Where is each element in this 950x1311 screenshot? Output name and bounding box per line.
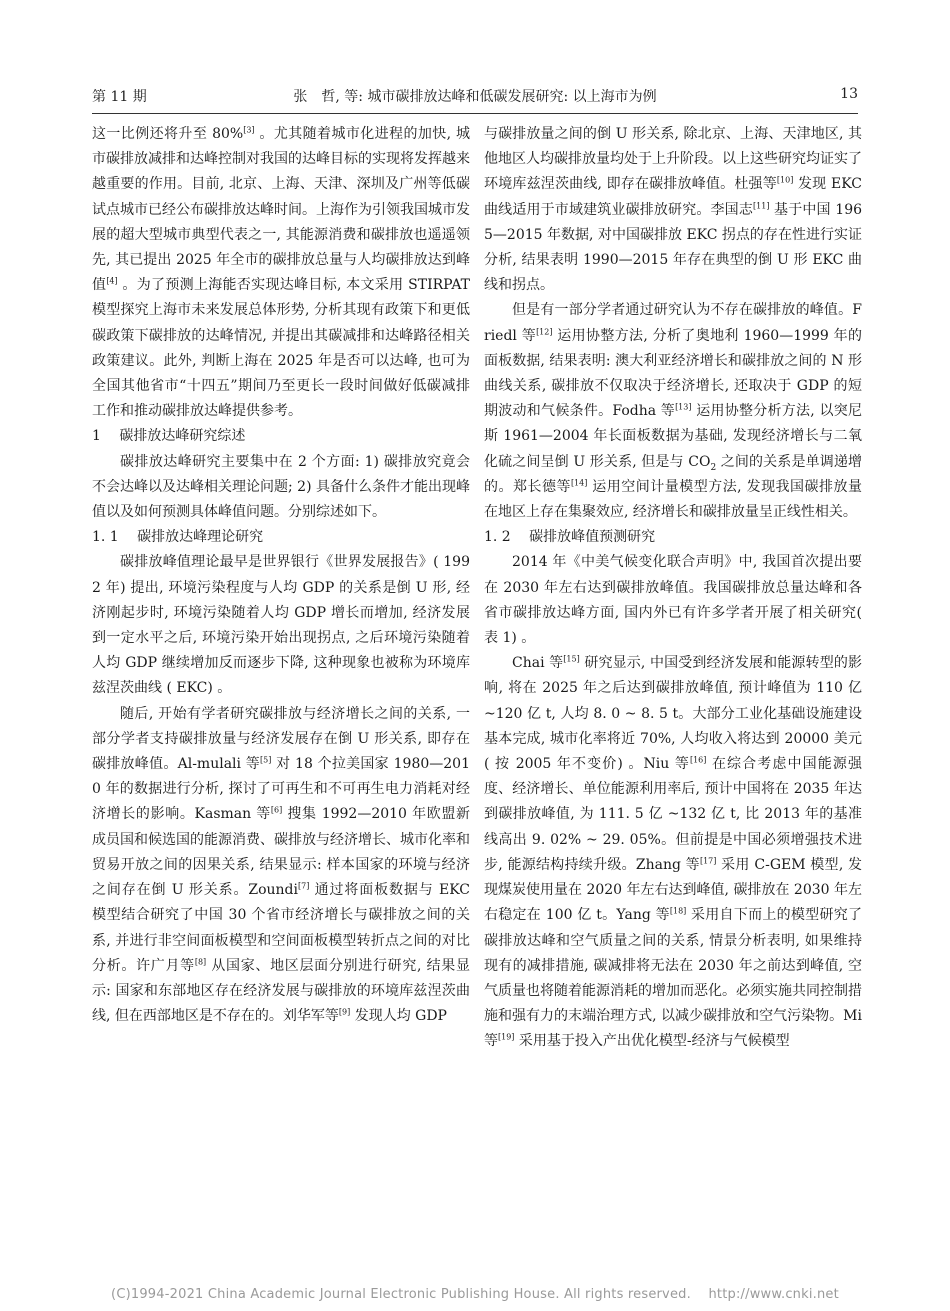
paragraph-section-overview: 碳排放达峰研究主要集中在 2 个方面: 1) 碳排放究竟会不会达峰以及达峰相关理论问题; 2) 具备什么条件才能出现峰值以及如何预测具体峰值问题。分别综述如下。	[92, 453, 470, 521]
citation-ref[interactable]: [17]	[699, 856, 717, 866]
co2-subscript: 2	[710, 462, 717, 473]
copyright-footer: (C)1994-2021 China Academic Journal Electronic Publishing House. All rights reserved. http://www.cnki.net	[111, 1287, 839, 1302]
right-column	[484, 122, 862, 1055]
paragraph-peak-forecasts: Chai 等[15] 研究显示, 中国受到经济发展和能源转型的影响, 将在 2025 年之后达到碳排放峰值, 预计峰值为 110 亿 ~120 亿 t, 人均 8. 0 ~ 8. 5 t。大部分工业化基础设施建设基本完成, 城市化率将近 70%, 人均收入将达到 20000 美元( 按 2005 年不变价) 。Niu 等[16] 在综合考虑中国能源强度、经济增长、单位能源利用率后, 预计中国将在 2035 年达到碳排放峰值, 为 111. 5 亿 ~132 亿 t, 比 2013 年的基准线高出 9. 02% ~ 29. 05%。但前提是中国必须增强技术进步, 能源结构持续升级。Zhang 等[17] 采用 C-GEM 模型, 发现煤炭使用量在 2020 年左右达到峰值, 碳排放在 2030 年左右稳定在 100 亿 t。Yang 等[18] 采用自下而上的模型研究了碳排放达峰和空气质量之间的关系, 情景分析表明, 如果维持现有的减排措施, 碳减排将无法在 2030 年之前达到峰值, 空气质量也将随着能源消耗的增加而恶化。必须实施共同控制措施和强有力的末端治理方式, 以减少碳排放和空气污染物。Mi 等[19] 采用基于投入产出优化模型-经济与气候模型	[484, 654, 863, 1050]
citation-ref[interactable]: [5]	[260, 755, 272, 765]
citation-ref[interactable]: [16]	[689, 755, 707, 765]
header-rule	[92, 113, 858, 114]
running-header	[92, 86, 858, 112]
page-number: 13	[840, 86, 858, 102]
citation-ref[interactable]: [15]	[563, 654, 580, 664]
issue-number: 第 11 期	[92, 89, 147, 105]
paragraph-ekc-evidence: 与碳排放量之间的倒 U 形关系, 除北京、上海、天津地区, 其他地区人均碳排放量均处于上升阶段。以上这些研究均证实了环境库兹涅茨曲线, 即存在碳排放峰值。杜强等[10] 发现 EKC 曲线适用于市域建筑业碳排放研究。李国志[11] 基于中国 1965—2015 年数据, 对中国碳排放 EKC 拐点的存在性进行实证分析, 结果表明 1990—2015 年存在典型的倒 U 形 EKC 曲线和拐点。	[484, 126, 863, 294]
citation-ref[interactable]: [12]	[536, 326, 553, 336]
citation-ref[interactable]: [14]	[570, 478, 588, 488]
left-column	[92, 122, 470, 1029]
subsection-heading-1-1: 1. 1 碳排放达峰理论研究	[92, 529, 264, 546]
citation-ref[interactable]: [13]	[675, 402, 692, 412]
citation-ref[interactable]: [7]	[297, 881, 310, 891]
citation-ref[interactable]: [10]	[776, 175, 794, 185]
paragraph-counter-evidence: 但是有一部分学者通过研究认为不存在碳排放的峰值。Friedl 等[12] 运用协整方法, 分析了奥地利 1960—1999 年的面板数据, 结果表明: 澳大利亚经济增长和碳排放之间的 N 形曲线关系, 碳排放不仅取决于经济增长, 还取决于 GDP 的短期波动和气候条件。Fodha 等[13] 运用协整分析方法, 以突尼斯 1961—2004 年长面板数据为基础, 发现经济增长与二氧化硫之间呈倒 U 形关系, 但是与 $CO_2$ 之间的关系是单调递增的。郑长德等[14] 运用空间计量模型方法, 发现我国碳排放量在地区上存在集聚效应, 经济增长和碳排放量呈正线性相关。	[484, 302, 862, 521]
paragraph-literature-review: 随后, 开始有学者研究碳排放与经济增长之间的关系, 一部分学者支持碳排放量与经济发展存在倒 U 形关系, 即存在碳排放峰值。Al-mulali 等[5] 对 18 个拉美国家 1980—2010 年的数据进行分析, 探讨了可再生和不可再生电力消耗对经济增长的影响。Kasman 等[6] 搜集 1992—2010 年欧盟新成员国和候选国的能源消费、碳排放与经济增长、城市化率和贸易开放之间的因果关系, 结果显示: 样本国家的环境与经济之间存在倒 U 形关系。Zoundi[7] 通过将面板数据与 EKC 模型结合研究了中国 30 个省市经济增长与碳排放之间的关系, 并进行非空间面板模型和空间面板模型转折点之间的对比分析。许广月等[8] 从国家、地区层面分别进行研究, 结果显示: 国家和东部地区存在经济发展与碳排放的环境库兹涅茨曲线, 但在西部地区是不存在的。刘华军等[9] 发现人均 GDP	[92, 705, 471, 1025]
paragraph-intro-continued: 这一比例还将升至 80%[3] 。尤其随着城市化进程的加快, 城市碳排放减排和达峰控制对我国的达峰目标的实现将发挥越来越重要的作用。目前, 北京、上海、天津、深圳及广州等低碳试点城市已经公布碳排放达峰时间。上海作为引领我国城市发展的超大型城市典型代表之一, 其能源消费和碳排放也遥遥领先, 其已提出 2025 年全市的碳排放总量与人均碳排放达到峰值[4] 。为了预测上海能否实现达峰目标, 本文采用 STIRPAT 模型探究上海市未来发展总体形势, 分析其现有政策下和更低碳政策下碳排放的达峰情况, 并提出其碳减排和达峰路径相关政策建议。此外, 判断上海在 2025 年是否可以达峰, 也可为全国其他省市“十四五”期间乃至更长一段时间做好低碳减排工作和推动碳排放达峰提供参考。	[92, 125, 470, 420]
running-title: 张 哲, 等: 城市碳排放达峰和低碳发展研究: 以上海市为例	[293, 89, 657, 105]
citation-ref[interactable]: [18]	[669, 906, 687, 916]
section-heading-1: 1 碳排放达峰研究综述	[92, 428, 246, 445]
paragraph-peak-statement: 2014 年《中美气候变化联合声明》中, 我国首次提出要在 2030 年左右达到碳排放峰值。我国碳排放总量达峰和各省市碳排放达峰方面, 国内外已有许多学者开展了相关研究( 表 1) 。	[484, 554, 862, 647]
citation-ref[interactable]: [4]	[106, 276, 118, 286]
citation-ref[interactable]: [19]	[498, 1032, 515, 1042]
citation-ref[interactable]: [6]	[270, 805, 283, 815]
paragraph-ekc-theory: 碳排放峰值理论最早是世界银行《世界发展报告》( 1992 年) 提出, 环境污染程度与人均 GDP 的关系是倒 U 形, 经济刚起步时, 环境污染随着人均 GDP 增长而增加, 经济发展到一定水平之后, 环境污染开始出现拐点, 之后环境污染随着人均 GDP 继续增加反而逐步下降, 这种现象也被称为环境库兹涅茨曲线 ( EKC) 。	[92, 554, 470, 697]
citation-ref[interactable]: [9]	[338, 1007, 351, 1017]
citation-ref[interactable]: [3]	[243, 125, 255, 135]
citation-ref[interactable]: [11]	[753, 200, 770, 210]
subsection-heading-1-2: 1. 2 碳排放峰值预测研究	[484, 529, 656, 546]
citation-ref[interactable]: [8]	[194, 957, 207, 967]
